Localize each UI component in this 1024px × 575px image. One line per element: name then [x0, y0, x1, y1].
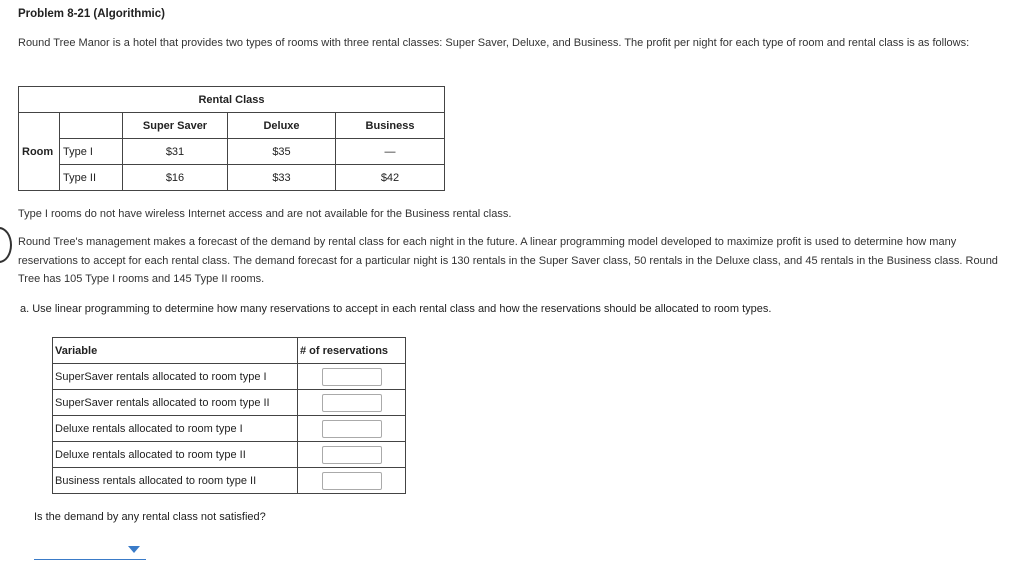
table-row	[53, 364, 406, 390]
row-label-type-2: Type II	[60, 165, 123, 191]
forecast-text: Round Tree's management makes a forecast of the demand by rental class for each night in the future. A linear programming model developed to maximize profit is used to determine how many reservations to accept for each rental class. The demand forecast for a particular night is 130 rentals in the Super Saver class, 50 rentals in the Deluxe class, and 45 rentals in the Business class. Round Tree has 105 Type I rooms and 145 Type II rooms.	[18, 236, 998, 285]
demand-dropdown[interactable]	[34, 540, 146, 560]
blank-corner	[60, 113, 123, 139]
table-row	[19, 139, 445, 165]
reservation-input-4[interactable]	[322, 446, 382, 464]
table-row	[53, 390, 406, 416]
variable-label: SuperSaver rentals allocated to room type II	[53, 390, 298, 416]
reservation-input-5[interactable]	[322, 472, 382, 490]
cell-value: —	[336, 139, 445, 165]
room-label: Room	[19, 113, 60, 191]
cell-value: $42	[336, 165, 445, 191]
row-label-type-1: Type I	[60, 139, 123, 165]
table-row	[19, 165, 445, 191]
header-variable: Variable	[53, 338, 298, 364]
variable-label: Deluxe rentals allocated to room type II	[53, 442, 298, 468]
note-text: Type I rooms do not have wireless Internet access and are not available for the Business rental class.	[18, 208, 512, 220]
problem-title: Problem 8-21 (Algorithmic)	[18, 8, 165, 20]
chevron-down-icon	[128, 546, 140, 553]
col-header-super-saver: Super Saver	[123, 113, 228, 139]
profit-table	[18, 86, 445, 191]
header-reservations: # of reservations	[298, 338, 406, 364]
intro-text: Round Tree Manor is a hotel that provides two types of rooms with three rental classes: Super Saver, Deluxe, and Business. The profit per night for each type of room and rental class is as follows:	[18, 37, 970, 49]
variable-label: Business rentals allocated to room type II	[53, 468, 298, 494]
variable-label: Deluxe rentals allocated to room type I	[53, 416, 298, 442]
col-header-deluxe: Deluxe	[228, 113, 336, 139]
reservation-input-3[interactable]	[322, 420, 382, 438]
variable-label: SuperSaver rentals allocated to room type I	[53, 364, 298, 390]
cell-value: $35	[228, 139, 336, 165]
question-demand-text: Is the demand by any rental class not satisfied?	[34, 511, 266, 523]
col-header-business: Business	[336, 113, 445, 139]
question-marker	[0, 227, 12, 263]
cell-value: $16	[123, 165, 228, 191]
answer-table	[52, 337, 406, 494]
table-row	[53, 468, 406, 494]
table-row	[53, 442, 406, 468]
reservation-input-1[interactable]	[322, 368, 382, 386]
part-a-text: a. Use linear programming to determine how many reservations to accept in each rental class and how the reservations should be allocated to room types.	[20, 303, 772, 315]
table-row	[53, 416, 406, 442]
cell-value: $33	[228, 165, 336, 191]
rental-class-header: Rental Class	[19, 87, 445, 113]
cell-value: $31	[123, 139, 228, 165]
reservation-input-2[interactable]	[322, 394, 382, 412]
